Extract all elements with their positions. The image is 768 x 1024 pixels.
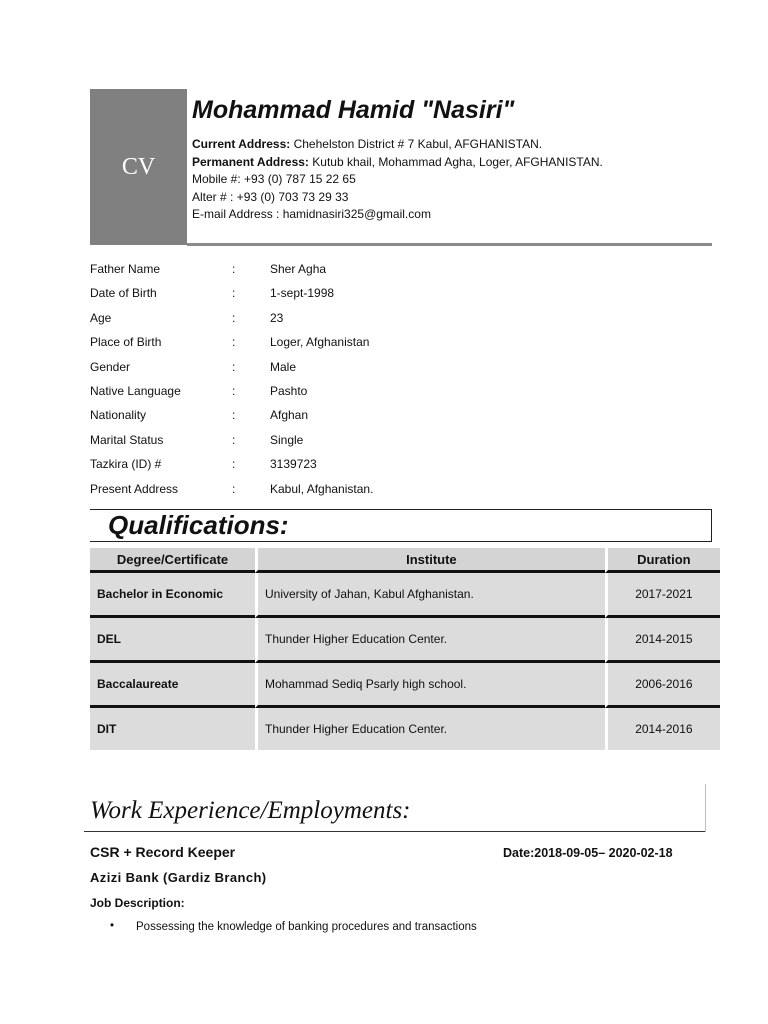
email-address: E-mail Address : hamidnasiri325@gmail.com (192, 207, 431, 222)
personal-row (90, 454, 490, 478)
permanent-address-value: Kutub khail, Mohammad Agha, Loger, AFGHANISTAN. (308, 154, 603, 169)
field-colon: : (232, 408, 236, 423)
job-description-label: Job Description: (90, 896, 185, 910)
field-colon: : (232, 481, 236, 496)
field-colon: : (232, 359, 236, 374)
qualifications-title: Qualifications: (108, 510, 289, 540)
duration-cell: 2017-2021 (605, 573, 720, 618)
degree-cell: DEL (90, 618, 255, 663)
alternate-number: Alter # : +93 (0) 703 73 29 33 (192, 189, 349, 204)
field-label: Present Address (90, 481, 179, 496)
field-label: Father Name (90, 262, 161, 276)
personal-row (90, 405, 490, 429)
mobile-number: Mobile #: +93 (0) 787 15 22 65 (192, 172, 356, 187)
personal-row (90, 430, 490, 454)
bullet-icon: • (110, 920, 115, 932)
field-label: Date of Birth (90, 286, 157, 301)
contact-block (192, 136, 603, 224)
company-name: Azizi Bank (Gardiz Branch) (90, 870, 267, 885)
job-title: CSR + Record Keeper (90, 844, 236, 860)
cv-badge (90, 89, 187, 245)
field-colon: : (232, 262, 236, 276)
field-colon: : (232, 310, 236, 325)
bullet-text: Possessing the knowledge of banking procedures and transactions (136, 921, 477, 933)
job-date: Date:2018-09-05– 2020-02-18 (503, 846, 673, 860)
work-divider (84, 831, 706, 832)
current-address-label: Current Address: (192, 137, 291, 151)
field-colon: : (232, 335, 236, 350)
field-value: Sher Agha (270, 262, 327, 276)
cv-label: CV (121, 153, 156, 180)
current-address-value: Chehelston District # 7 Kabul, AFGHANISTAN. (290, 137, 543, 151)
field-label: Place of Birth (90, 335, 162, 350)
field-value: Pashto (270, 383, 308, 398)
header-divider (187, 243, 712, 246)
list-item (110, 921, 477, 933)
personal-row (90, 381, 490, 405)
field-label: Native Language (90, 383, 181, 398)
field-label: Tazkira (ID) # (90, 457, 162, 472)
field-colon: : (232, 457, 236, 472)
field-colon: : (232, 432, 236, 447)
institute-cell: University of Jahan, Kabul Afghanistan. (255, 573, 605, 618)
field-value: Afghan (270, 408, 309, 423)
personal-row (90, 283, 490, 307)
personal-row (90, 259, 490, 283)
column-header-degree: Degree/Certificate (90, 548, 255, 573)
field-value: Kabul, Afghanistan. (270, 481, 374, 496)
institute-cell: Thunder Higher Education Center. (255, 708, 605, 750)
candidate-name: Mohammad Hamid "Nasiri" (192, 96, 515, 124)
field-label: Marital Status (90, 432, 164, 447)
permanent-address (192, 154, 603, 172)
field-colon: : (232, 286, 236, 301)
field-value: 3139723 (270, 457, 317, 472)
table-row (90, 708, 720, 750)
degree-cell: Bachelor in Economic (90, 573, 255, 618)
permanent-address-label: Permanent Address: (192, 154, 309, 169)
table-row (90, 573, 720, 618)
field-label: Nationality (90, 408, 147, 423)
field-value: 23 (270, 310, 284, 325)
field-value: 1-sept-1998 (270, 286, 335, 301)
personal-row (90, 357, 490, 381)
table-row (90, 663, 720, 708)
job-description-list (110, 921, 477, 933)
current-address (192, 136, 603, 154)
duration-cell: 2006-2016 (605, 663, 720, 708)
duration-cell: 2014-2015 (605, 618, 720, 663)
table-header-row (90, 548, 720, 573)
table-row (90, 618, 720, 663)
personal-row (90, 479, 490, 503)
field-value: Loger, Afghanistan (270, 335, 370, 350)
personal-row (90, 332, 490, 356)
field-value: Single (270, 432, 304, 447)
work-experience-title: Work Experience/Employments: (90, 797, 411, 824)
degree-cell: DIT (90, 708, 255, 750)
work-vertical-divider (705, 784, 706, 832)
degree-cell: Baccalaureate (90, 663, 255, 708)
field-label: Age (90, 310, 112, 325)
field-label: Gender (90, 359, 131, 374)
column-header-institute: Institute (255, 548, 605, 573)
field-colon: : (232, 383, 236, 398)
institute-cell: Mohammad Sediq Psarly high school. (255, 663, 605, 708)
personal-row (90, 308, 490, 332)
field-value: Male (270, 359, 297, 374)
personal-details (90, 259, 490, 503)
duration-cell: 2014-2016 (605, 708, 720, 750)
column-header-duration: Duration (605, 548, 720, 573)
qualifications-table (90, 548, 720, 750)
institute-cell: Thunder Higher Education Center. (255, 618, 605, 663)
